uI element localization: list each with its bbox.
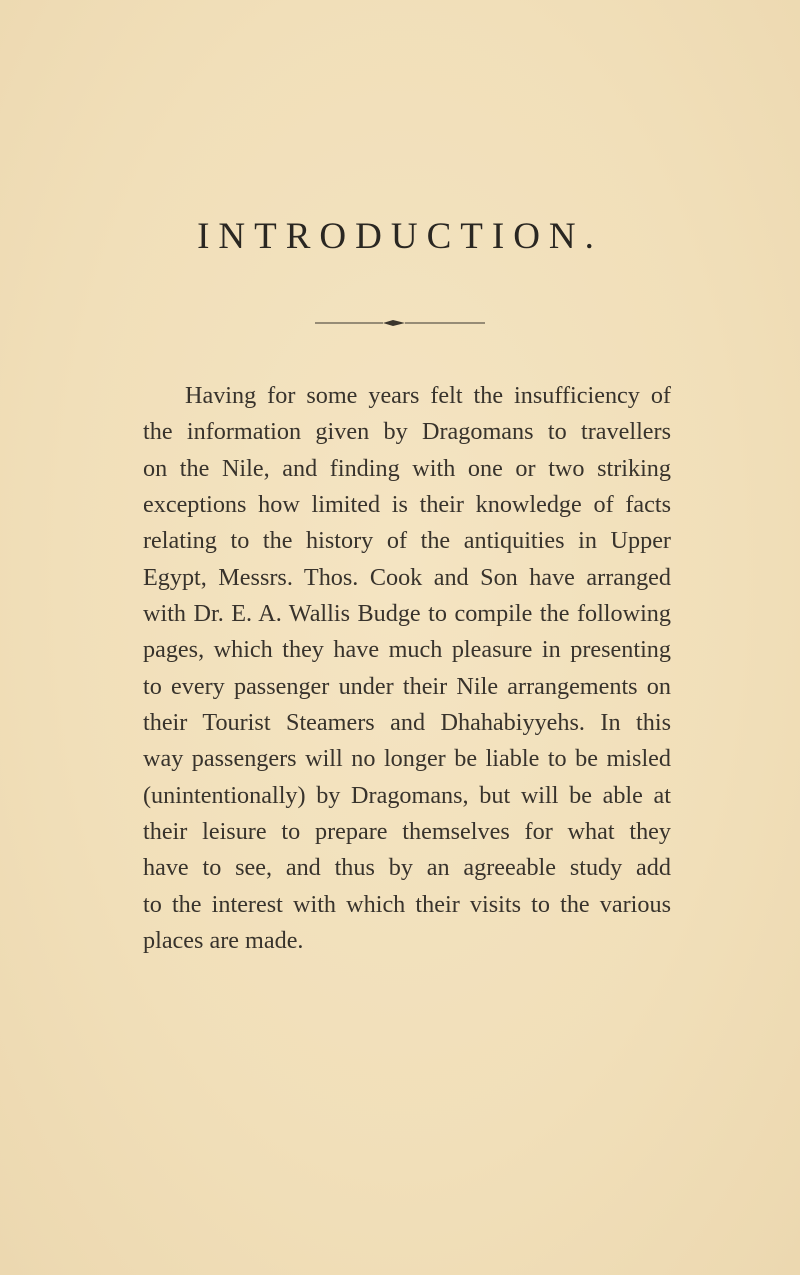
paragraph-line: to the interest with which their visits to the various [143,890,671,918]
ornament-divider [315,318,485,328]
paragraph-line: places are made. [143,927,304,955]
paragraph-line: have to see, and thus by an agreeable study add [143,854,671,882]
paragraph-line: their Tourist Steamers and Dhahabiyyehs. In this [143,709,671,737]
page-title: INTRODUCTION. [197,216,603,257]
paragraph-line: on the Nile, and finding with one or two striking [143,454,671,482]
paragraph-line: exceptions how limited is their knowledge of facts [143,491,671,519]
paragraph-line: way passengers will no longer be liable to be misled [143,745,671,773]
paragraph-line: with Dr. E. A. Wallis Budge to compile the following [143,600,671,628]
paragraph-line: (unintentionally) by Dragomans, but will be able at [143,781,671,809]
paragraph-line: Egypt, Messrs. Thos. Cook and Son have arranged [143,563,671,591]
paragraph-line: relating to the history of the antiquities in Upper [143,527,671,555]
paragraph-line: their leisure to prepare themselves for what they [143,818,671,846]
paragraph-line: pages, which they have much pleasure in presenting [143,636,671,664]
ornament-diamond [383,320,405,326]
paragraph-line: the information given by Dragomans to travellers [143,418,671,446]
paragraph-line: to every passenger under their Nile arrangements on [143,672,671,700]
introduction-paragraph [143,378,671,960]
paragraph-line: Having for some years felt the insufficiency of [185,382,671,409]
